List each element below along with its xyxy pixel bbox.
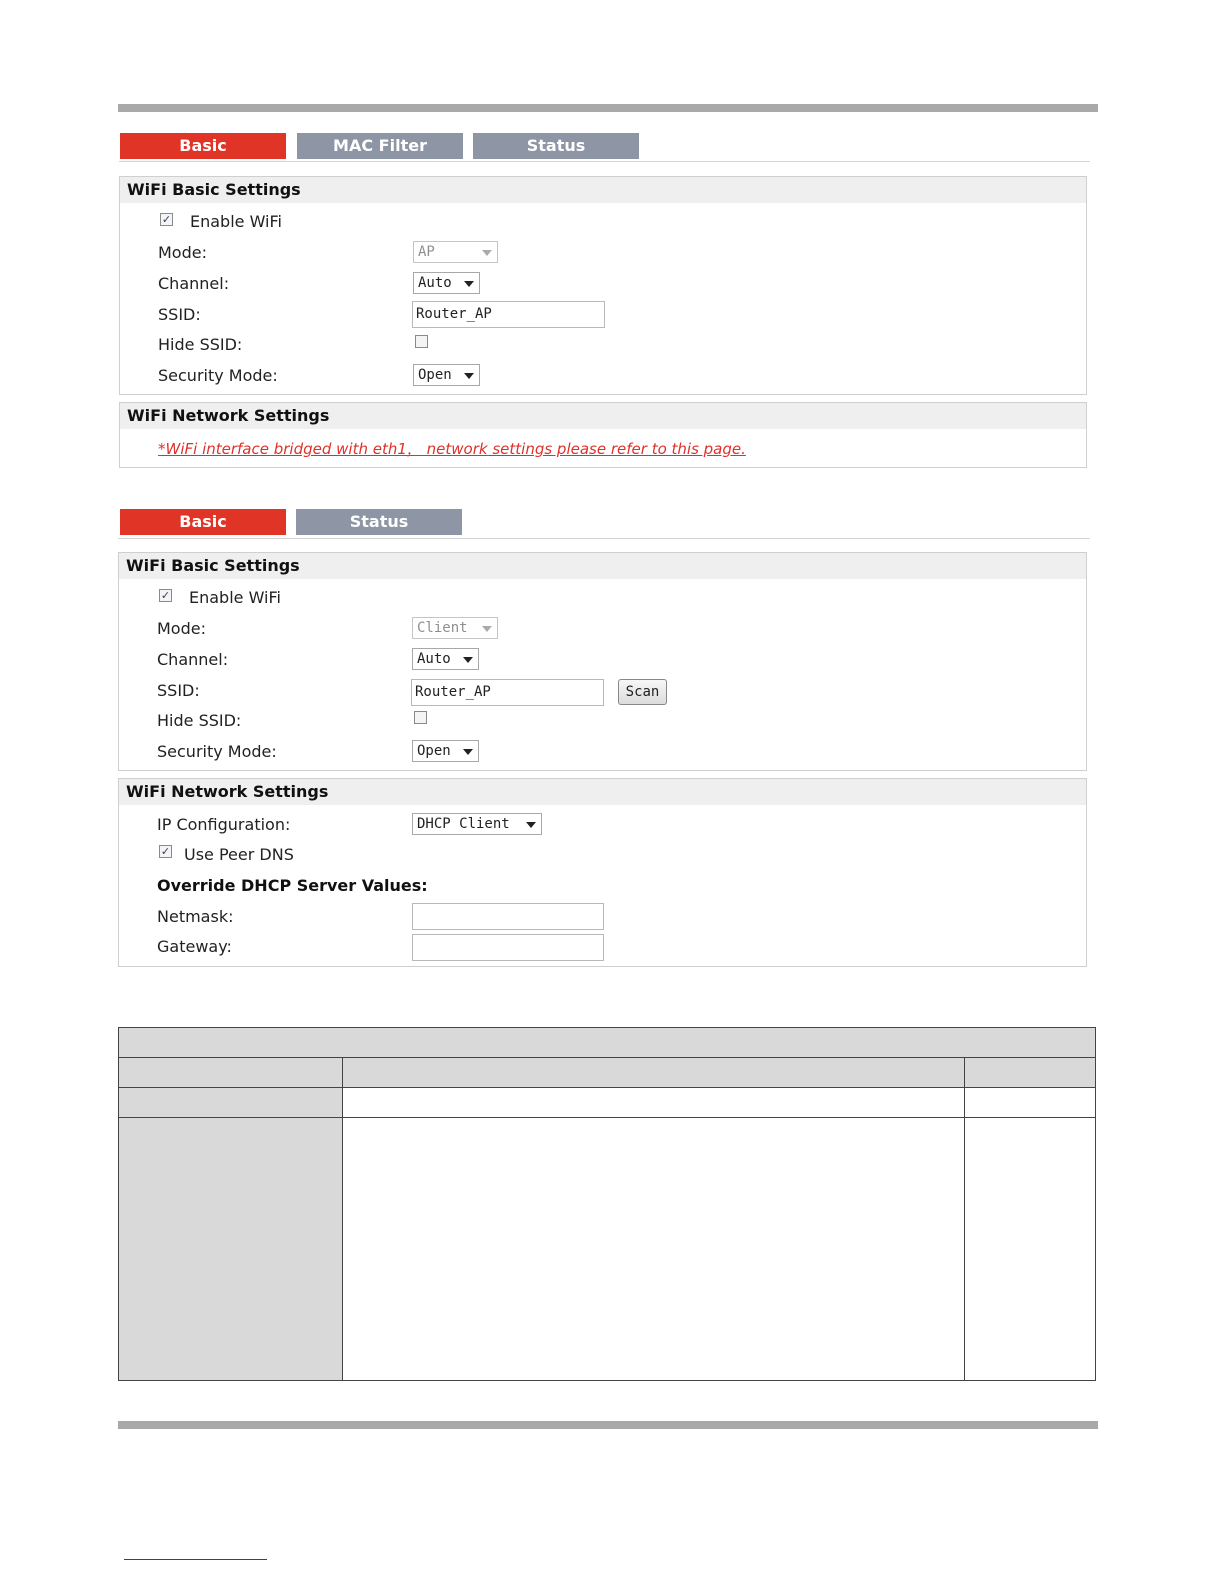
ssid-label: SSID: — [158, 305, 201, 324]
security-mode-value: Open — [417, 743, 451, 759]
footer-link-underline — [124, 1559, 267, 1560]
ip-configuration-label: IP Configuration: — [157, 815, 291, 834]
hide-ssid-label: Hide SSID: — [157, 711, 242, 730]
channel-select[interactable] — [412, 648, 479, 670]
wifi-basic-settings-panel — [119, 176, 1087, 395]
enable-wifi-label: Enable WiFi — [190, 212, 282, 231]
gateway-input[interactable] — [412, 934, 604, 961]
use-peer-dns-label: Use Peer DNS — [184, 845, 294, 864]
security-mode-value: Open — [418, 367, 452, 383]
security-mode-label: Security Mode: — [158, 366, 278, 385]
check-icon: ✓ — [161, 213, 172, 226]
table-rule — [118, 1057, 1096, 1058]
tab-basic[interactable]: Basic — [120, 509, 286, 535]
check-icon: ✓ — [160, 589, 171, 602]
tab-mac-filter[interactable]: MAC Filter — [297, 133, 463, 159]
security-mode-select[interactable] — [413, 364, 480, 386]
tab-status[interactable]: Status — [473, 133, 639, 159]
gateway-label: Gateway: — [157, 937, 232, 956]
panel-title: WiFi Basic Settings — [119, 553, 1086, 579]
mode-label: Mode: — [157, 619, 206, 638]
mode-value: Client — [417, 620, 468, 636]
panel-title: WiFi Network Settings — [119, 779, 1086, 805]
security-mode-select[interactable] — [412, 740, 479, 762]
network-settings-link[interactable]: *WiFi interface bridged with eth1， network settings please refer to this page. — [158, 440, 746, 458]
tab-basic[interactable]: Basic — [120, 133, 286, 159]
channel-value: Auto — [417, 651, 451, 667]
mode-select — [412, 617, 498, 639]
table-border — [118, 1027, 1096, 1381]
netmask-input[interactable] — [412, 903, 604, 930]
channel-label: Channel: — [157, 650, 229, 669]
tab-underline — [119, 161, 1090, 162]
chevron-down-icon — [526, 822, 536, 828]
chevron-down-icon — [482, 250, 492, 256]
enable-wifi-checkbox[interactable] — [160, 213, 173, 226]
chevron-down-icon — [482, 626, 492, 632]
ip-configuration-select[interactable] — [412, 813, 542, 835]
check-icon: ✓ — [160, 845, 171, 858]
table-rule — [118, 1117, 1096, 1118]
hide-ssid-label: Hide SSID: — [158, 335, 243, 354]
top-divider — [118, 104, 1098, 112]
channel-label: Channel: — [158, 274, 230, 293]
use-peer-dns-checkbox[interactable] — [159, 845, 172, 858]
channel-select[interactable] — [413, 272, 480, 294]
table-rule — [118, 1087, 1096, 1088]
chevron-down-icon — [464, 281, 474, 287]
ssid-input[interactable]: Router_AP — [412, 301, 605, 328]
ip-configuration-value: DHCP Client — [417, 816, 510, 832]
ssid-input[interactable]: Router_AP — [411, 679, 604, 706]
hide-ssid-checkbox[interactable] — [415, 335, 428, 348]
override-dhcp-heading: Override DHCP Server Values: — [157, 876, 428, 895]
mode-label: Mode: — [158, 243, 207, 262]
scan-button[interactable]: Scan — [618, 679, 667, 705]
hide-ssid-checkbox[interactable] — [414, 711, 427, 724]
tab-underline — [118, 538, 1090, 539]
chevron-down-icon — [463, 749, 473, 755]
ssid-label: SSID: — [157, 681, 200, 700]
chevron-down-icon — [464, 373, 474, 379]
table-column-rule — [964, 1057, 965, 1381]
tab-status[interactable]: Status — [296, 509, 462, 535]
enable-wifi-checkbox[interactable] — [159, 589, 172, 602]
table-column-rule — [342, 1057, 343, 1381]
chevron-down-icon — [463, 657, 473, 663]
channel-value: Auto — [418, 275, 452, 291]
bottom-divider — [118, 1421, 1098, 1429]
mode-value: AP — [418, 244, 435, 260]
panel-title: WiFi Network Settings — [120, 403, 1086, 429]
security-mode-label: Security Mode: — [157, 742, 277, 761]
mode-select — [413, 241, 498, 263]
netmask-label: Netmask: — [157, 907, 234, 926]
wifi-basic-settings-panel — [118, 552, 1087, 771]
panel-title: WiFi Basic Settings — [120, 177, 1086, 203]
enable-wifi-label: Enable WiFi — [189, 588, 281, 607]
